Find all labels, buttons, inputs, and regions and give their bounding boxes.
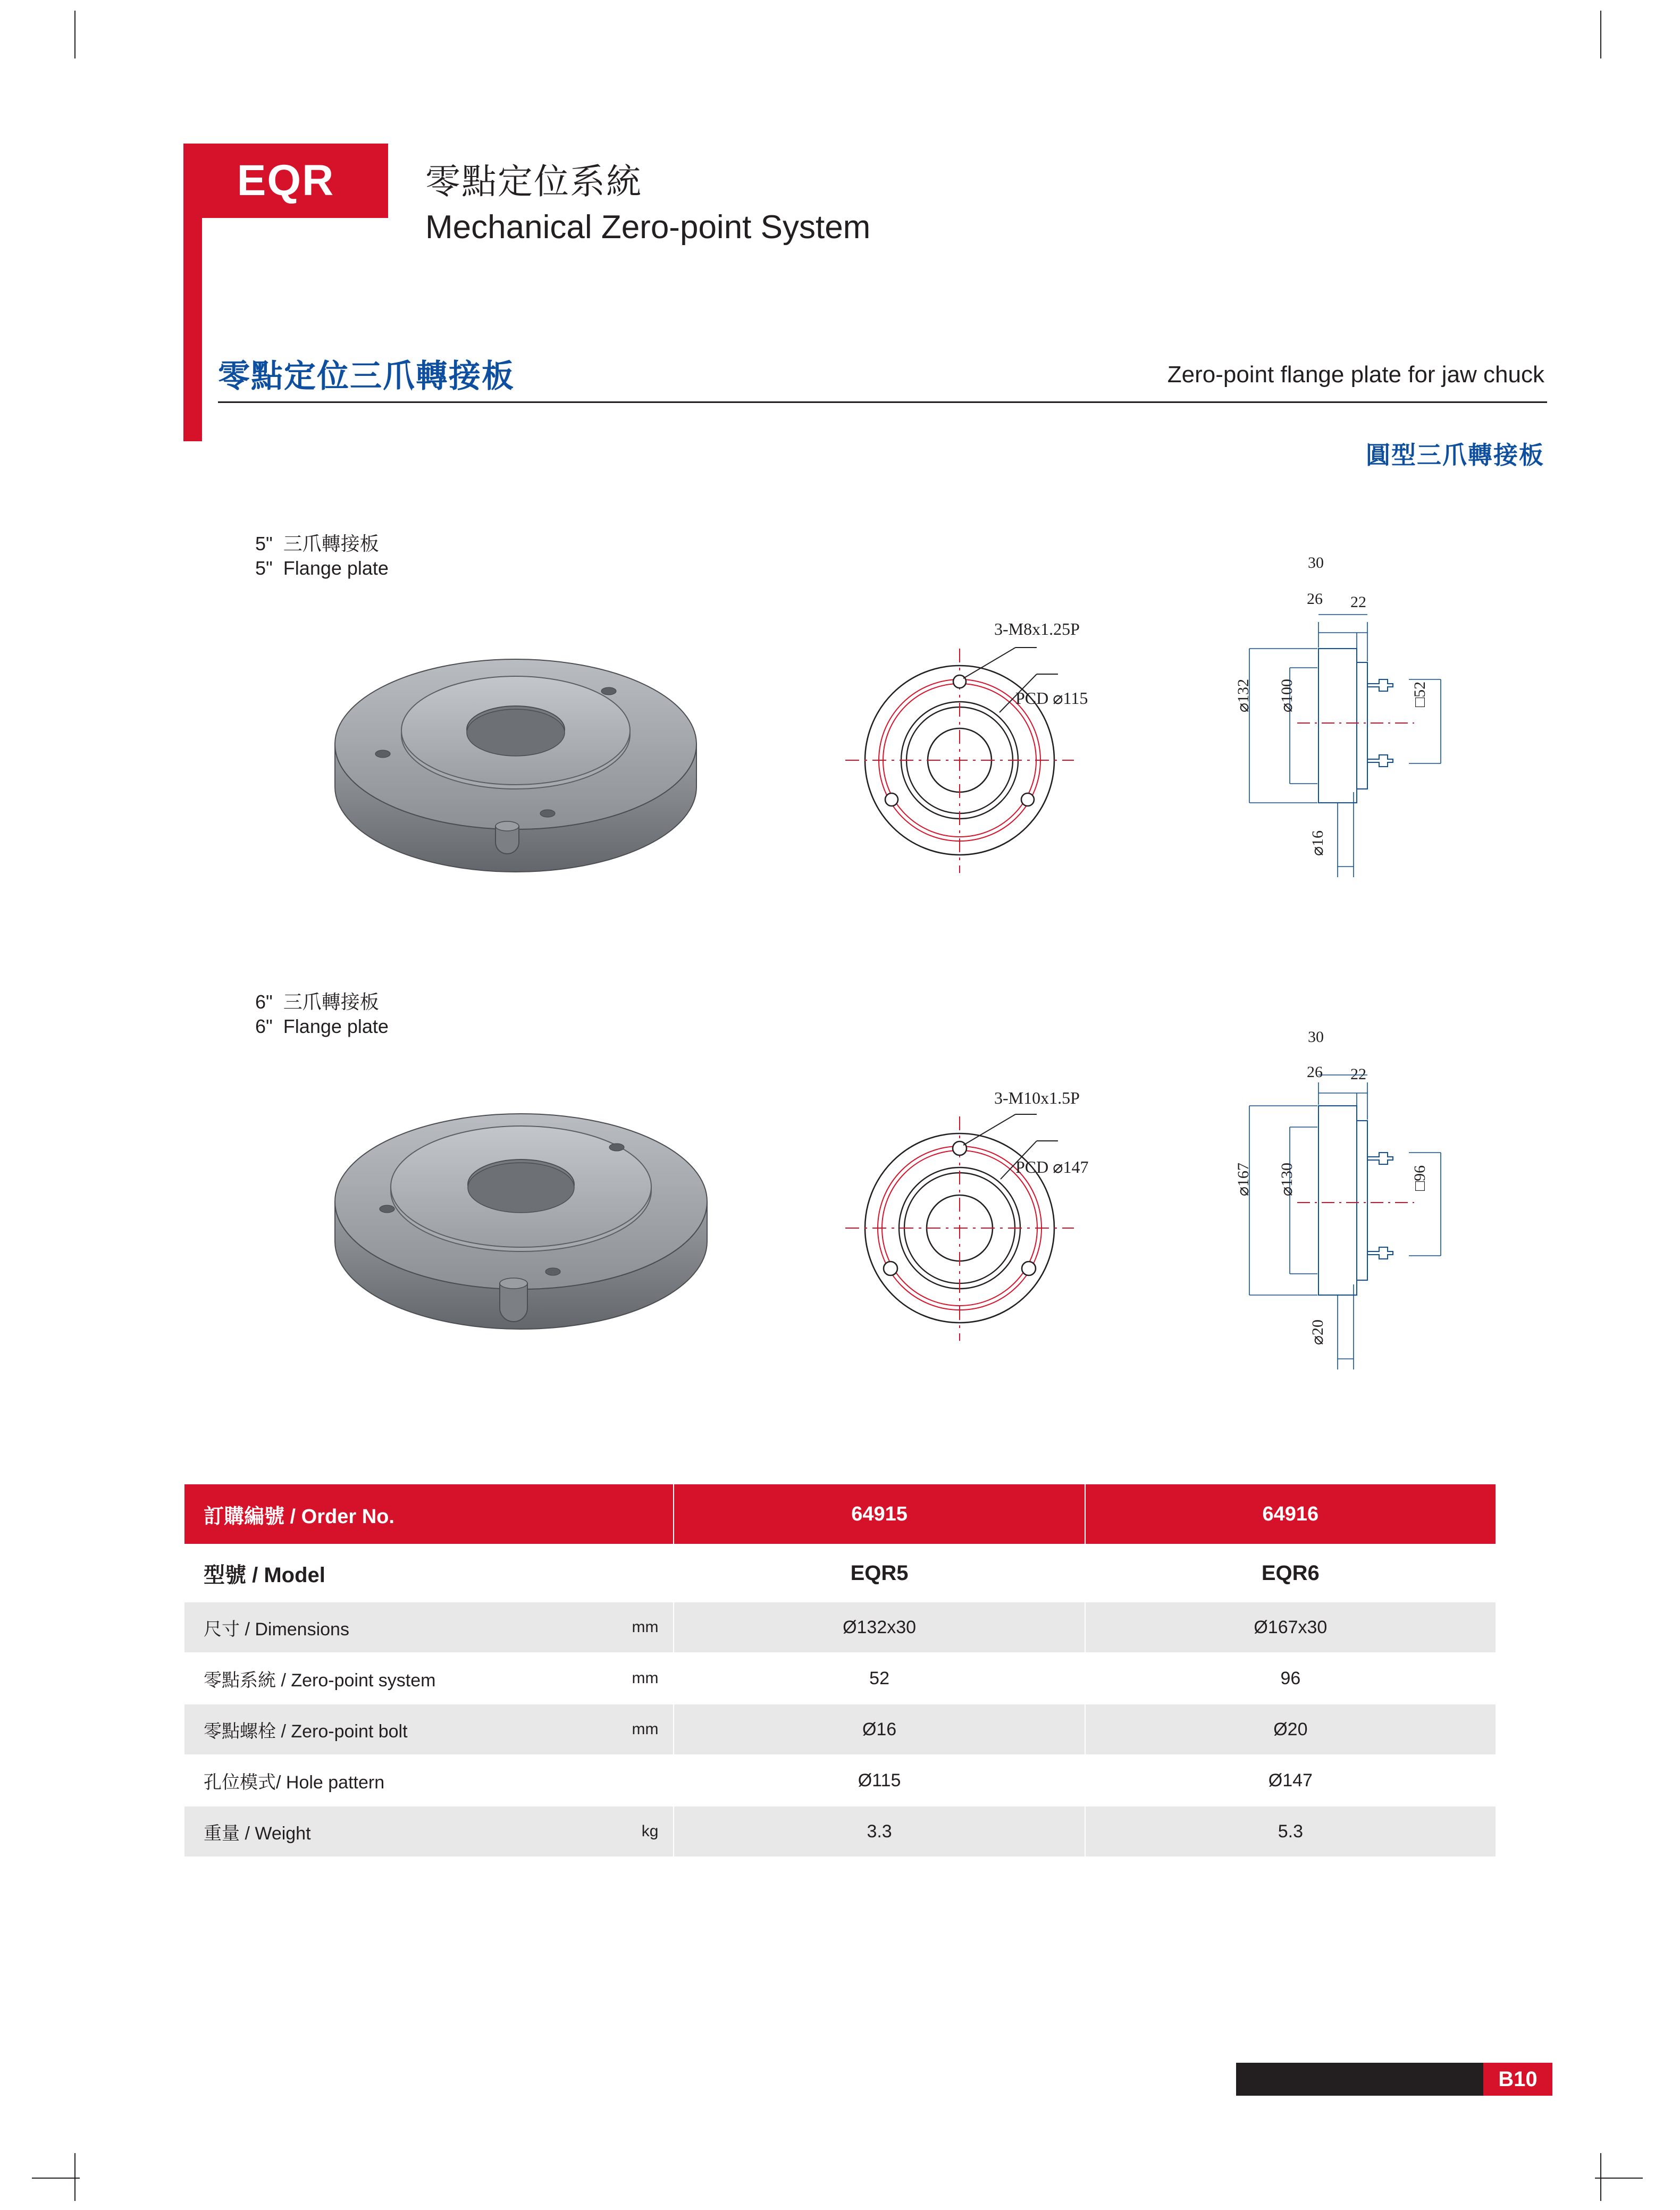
- table-row: [184, 1544, 1496, 1602]
- row-label: 尺寸 / Dimensions: [204, 1619, 349, 1640]
- figure-2-dim-inner: ⌀130: [1278, 1162, 1296, 1196]
- row-label: 零點系統 / Zero-point system: [204, 1670, 436, 1691]
- table-row: [184, 1653, 1496, 1704]
- row-value-col1: EQR5: [674, 1544, 1085, 1602]
- figure-2-dim-square: □96: [1411, 1165, 1429, 1191]
- row-value-col2: Ø20: [1085, 1704, 1496, 1755]
- figure-1-front-view: [824, 627, 1164, 893]
- page-title-en: Mechanical Zero-point System: [425, 209, 871, 246]
- figure-1-dim-square: □52: [1411, 681, 1429, 707]
- row-value-col1: 52: [674, 1653, 1085, 1704]
- figure-1-isometric-view: [319, 611, 734, 888]
- row-unit: mm: [632, 1669, 659, 1687]
- figure-1-dim-inner: ⌀100: [1278, 678, 1296, 712]
- figure-2-dim-outer: ⌀167: [1234, 1162, 1252, 1196]
- table-row: [184, 1755, 1496, 1806]
- crop-mark-right-edge: [1595, 2178, 1643, 2179]
- figure-2-dim-top-a: 26: [1307, 1063, 1323, 1081]
- figure-1-dim-bolt: ⌀16: [1309, 830, 1326, 856]
- figure-2-caption-en: 6" Flange plate: [255, 1015, 389, 1037]
- crop-mark-left-edge: [32, 2178, 80, 2179]
- crop-mark-bottom-left: [74, 2153, 75, 2201]
- row-value-col1: 3.3: [674, 1806, 1085, 1857]
- figure-2-caption-cn: 6" 三爪轉接板: [255, 991, 379, 1013]
- table-row: [184, 1602, 1496, 1653]
- row-label: 重量 / Weight: [204, 1823, 311, 1844]
- row-value-col2: Ø167x30: [1085, 1602, 1496, 1653]
- row-value-col2: 5.3: [1085, 1806, 1496, 1857]
- row-unit: mm: [632, 1618, 659, 1636]
- row-label: 零點螺栓 / Zero-point bolt: [204, 1721, 408, 1742]
- figure-2-isometric-view: [319, 1069, 734, 1366]
- figure-1-dim-top-a: 26: [1307, 590, 1323, 608]
- figure-2-thread-note: 3-M10x1.5P: [994, 1088, 1080, 1107]
- row-value-col2: EQR6: [1085, 1544, 1496, 1602]
- figure-1-pcd-note: PCD ⌀115: [1015, 688, 1088, 708]
- table-row: [184, 1806, 1496, 1857]
- figure-1-dim-top-b: 22: [1350, 593, 1366, 611]
- row-unit: mm: [632, 1720, 659, 1738]
- figure-1-caption-en: 5" Flange plate: [255, 557, 389, 579]
- eqr-badge-label: EQR: [237, 156, 335, 205]
- footer-bar: [1236, 2063, 1497, 2096]
- row-label: 孔位模式/ Hole pattern: [204, 1772, 385, 1793]
- table-header-col2: 64916: [1085, 1484, 1496, 1544]
- figure-2-dim-top-b: 22: [1350, 1065, 1366, 1083]
- section-subtitle-cn: 零點定位三爪轉接板: [218, 358, 515, 394]
- row-value-col2: Ø147: [1085, 1755, 1496, 1806]
- row-value-col1: Ø115: [674, 1755, 1085, 1806]
- figure-2-dim-top-total: 30: [1308, 1028, 1324, 1046]
- figure-2-section-view: [1186, 1031, 1526, 1404]
- figure-1-thread-note: 3-M8x1.25P: [994, 619, 1080, 638]
- row-label: 型號 / Model: [204, 1563, 325, 1587]
- row-value-col1: Ø16: [674, 1704, 1085, 1755]
- figure-2-front-view: [824, 1095, 1164, 1361]
- section-divider: [218, 401, 1547, 403]
- eqr-badge-box: [183, 144, 388, 218]
- figure-1-dim-top-total: 30: [1308, 554, 1324, 572]
- crop-mark-top-right: [1600, 11, 1601, 58]
- row-value-col2: 96: [1085, 1653, 1496, 1704]
- specification-table: [183, 1483, 1497, 1858]
- section-subtitle-en: Zero-point flange plate for jaw chuck: [1167, 362, 1544, 388]
- eqr-brand-flag: [183, 144, 388, 356]
- crop-mark-bottom-right: [1600, 2153, 1601, 2201]
- row-value-col1: Ø132x30: [674, 1602, 1085, 1653]
- figure-2-dim-bolt: ⌀20: [1309, 1319, 1326, 1345]
- figure-1-caption-cn: 5" 三爪轉接板: [255, 533, 379, 554]
- eqr-flag-stem: [183, 218, 202, 441]
- figure-1-dim-outer: ⌀132: [1234, 678, 1252, 712]
- page-number-badge: B10: [1483, 2063, 1552, 2096]
- crop-mark-top-left: [74, 11, 75, 58]
- table-header-label: 訂購編號 / Order No.: [184, 1484, 674, 1544]
- row-unit: kg: [641, 1822, 659, 1840]
- page-title-cn: 零點定位系統: [425, 162, 642, 201]
- figure-2-pcd-note: PCD ⌀147: [1015, 1157, 1089, 1177]
- table-header-row: [184, 1484, 1496, 1544]
- section-subtitle-cn2: 圓型三爪轉接板: [1366, 441, 1544, 469]
- table-header-col1: 64915: [674, 1484, 1085, 1544]
- table-row: [184, 1704, 1496, 1755]
